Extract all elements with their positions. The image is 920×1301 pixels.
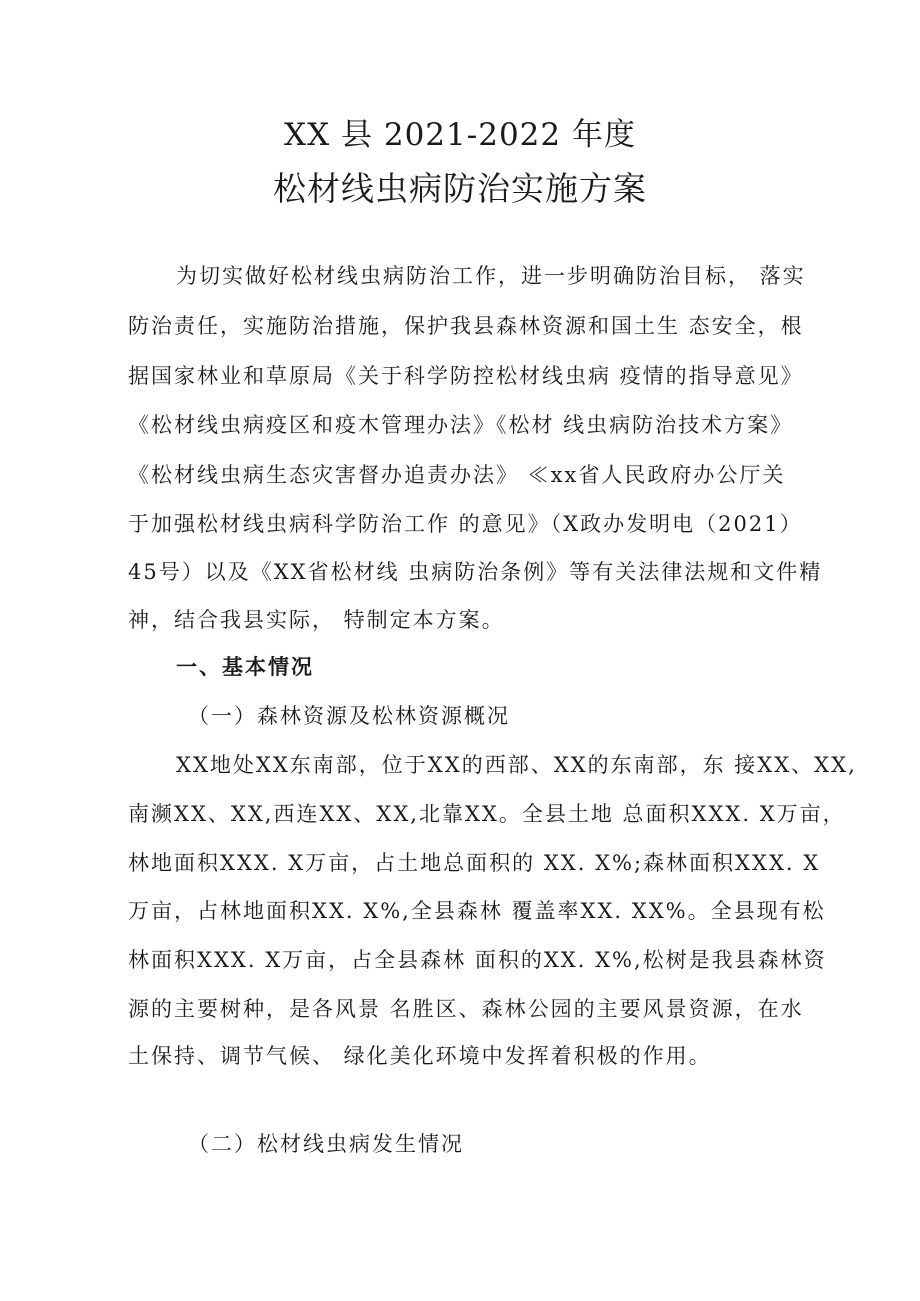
body-line-2: 南濒XX、XX,西连XX、XX,北靠XX。全县土地 总面积XXX. X万亩， bbox=[128, 802, 846, 826]
intro-line-6: 于加强松材线虫病科学防治工作 的意见》（X政办发明电（2021） bbox=[128, 512, 803, 536]
document-title-line-2: 松材线虫病防治实施方案 bbox=[273, 169, 647, 208]
intro-line-2: 防治责任，实施防治措施，保护我县森林资源和国土生 态安全，根 bbox=[128, 314, 804, 338]
body-line-3: 林地面积XXX. X万亩，占土地总面积的 XX. X%;森林面积XXX. X bbox=[128, 851, 821, 875]
intro-line-8: 神，结合我县实际， 特制定本方案。 bbox=[128, 608, 505, 632]
section-heading-basic-info: 一、基本情况 bbox=[176, 655, 314, 679]
body-line-1: XX地处XX东南部，位于XX的西部、XX的东南部，东 接XX、XX, bbox=[176, 753, 857, 777]
intro-line-4: 《松材线虫病疫区和疫木管理办法》《松材 线虫病防治技术方案》 bbox=[128, 413, 794, 437]
body-line-4: 万亩，占林地面积XX. X%,全县森林 覆盖率XX. XX%。全县现有松 bbox=[128, 899, 826, 923]
body-line-7: 土保持、调节气候、 绿化美化环境中发挥着积极的作用。 bbox=[128, 1044, 712, 1068]
intro-line-1: 为切实做好松材线虫病防治工作，进一步明确防治目标， 落实 bbox=[176, 264, 806, 288]
document-title-line-1: XX 县 2021-2022 年度 bbox=[284, 117, 636, 153]
intro-line-5: 《松材线虫病生态灾害督办追责办法》 ≪xx省人民政府办公厅关 bbox=[128, 463, 786, 487]
body-line-6: 源的主要树种，是各风景 名胜区、森林公园的主要风景资源，在水 bbox=[128, 997, 804, 1021]
body-line-5: 林面积XXX. X万亩，占全县森林 面积的XX. X%,松树是我县森林资 bbox=[128, 948, 827, 972]
subsection-heading-forest-resources: （一）森林资源及松林资源概况 bbox=[188, 704, 510, 728]
intro-line-7: 45号）以及《XX省松材线 虫病防治条例》等有关法律法规和文件精 bbox=[128, 560, 823, 584]
subsection-heading-disease-status: （二）松材线虫病发生情况 bbox=[188, 1132, 464, 1156]
intro-line-3: 据国家林业和草原局《关于科学防控松材线虫病 疫情的指导意见》 bbox=[128, 364, 804, 388]
